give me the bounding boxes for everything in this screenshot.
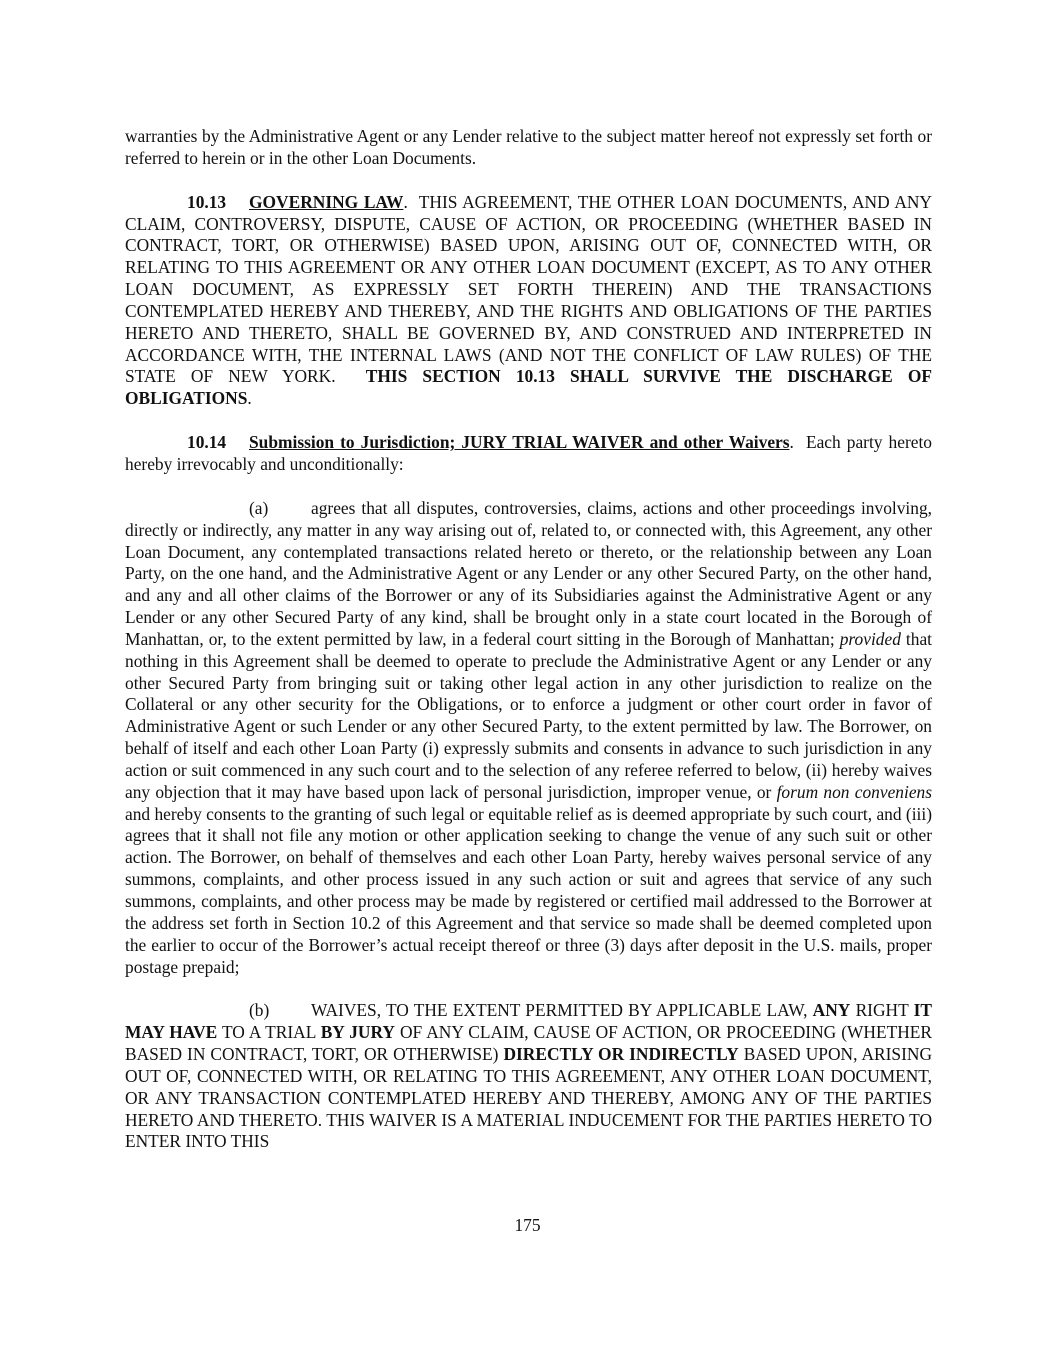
clause-a-text-1: agrees that all disputes, controversies, claims, actions and other proceedings involving, directly or indirectly, any matter in any way arising out of, related to, or connected with, this Agreement, any other Loan Document, any contemplated transactions related hereto or thereto, or the relationship between any Loan Party, on the one hand, and the Administrative Agent or any Lender or any other Secured Party, on the other hand, and any and all other claims of the Borrower or any of its Subsidiaries against the Administrative Agent or any Lender or any other Secured Party of any kind, shall be brought only in a state court located in the Borough of Manhattan, or, to the extent permitted by law, in a federal court sitting in the Borough of Manhattan; (125, 497, 932, 649)
section-10-13-body: THIS AGREEMENT, THE OTHER LOAN DOCUMENTS, AND ANY CLAIM, CONTROVERSY, DISPUTE, CAUSE OF ACTION, OR PROCEEDING (WHETHER BASED IN CONTRACT, TORT, OR OTHERWISE) BASED UPON, ARISING OUT OF, CONNECTED WITH, OR RELATING TO THIS AGREEMENT OR ANY OTHER LOAN DOCUMENT (EXCEPT, AS TO ANY OTHER LOAN DOCUMENT, AS EXPRESSLY SET FORTH THEREIN) AND THE TRANSACTIONS CONTEMPLATED HEREBY AND THEREBY, AND THE RIGHTS AND OBLIGATIONS OF THE PARTIES HERETO AND THERETO, SHALL BE GOVERNED BY, AND CONSTRUED AND INTERPRETED IN ACCORDANCE WITH, THE INTERNAL LAWS (AND NOT THE CONFLICT OF LAW RULES) OF THE STATE OF NEW YORK. (125, 191, 937, 387)
clause-b-text-5: BASED UPON, ARISING OUT OF, CONNECTED WITH, OR RELATING TO THIS AGREEMENT, ANY OTHER LOAN DOCUMENT, OR ANY TRANSACTION CONTEMPLATED HEREBY AND THEREBY, AMONG ANY OF THE PARTIES HERETO AND THERETO. THIS WAIVER IS A MATERIAL INDUCEMENT FOR THE PARTIES HERETO TO ENTER INTO THIS (125, 1044, 933, 1152)
clause-b-text-2: RIGHT (850, 1000, 914, 1021)
page-number: 175 (514, 1215, 541, 1235)
clause-b-paragraph (125, 1000, 932, 1153)
section-10-14-number: 10.14 (187, 432, 227, 453)
section-10-14-heading-punct: . (789, 432, 794, 453)
section-10-13-heading-punct: . (403, 191, 408, 212)
clause-b-text-3: TO A TRIAL (217, 1022, 321, 1043)
section-10-13-number: 10.13 (187, 191, 227, 212)
clause-b-bold-3: BY JURY (320, 1022, 395, 1043)
section-10-13-end: . (247, 388, 252, 409)
section-10-13-heading: GOVERNING LAW (249, 191, 404, 212)
clause-b-label: (b) (249, 1000, 270, 1021)
clause-b-bold-1: ANY (812, 1000, 851, 1021)
section-10-14-heading: Submission to Jurisdiction; JURY TRIAL WAIVER and other Waivers (249, 432, 790, 453)
clause-b-text-1: WAIVES, TO THE EXTENT PERMITTED BY APPLICABLE LAW, (311, 1000, 813, 1021)
clause-a-forum: forum non conveniens (776, 781, 932, 802)
continuation-paragraph: warranties by the Administrative Agent or any Lender relative to the subject matter hereof not expressly set forth or referred to herein or in the other Loan Documents. (125, 126, 932, 168)
document-page (125, 126, 937, 1153)
section-10-13-paragraph (125, 191, 937, 410)
section-10-14-intro: Each party hereto hereby irrevocably and unconditionally: (125, 432, 937, 474)
clause-b-text-4: OF ANY CLAIM, CAUSE OF ACTION, OR PROCEEDING (WHETHER BASED IN CONTRACT, TORT, OR OTHERWISE) (125, 1022, 932, 1065)
section-10-13-survival: THIS SECTION 10.13 SHALL SURVIVE THE DISCHARGE OF OBLIGATIONS (125, 366, 932, 409)
clause-a-label: (a) (249, 497, 269, 518)
section-10-14-paragraph (125, 432, 937, 476)
clause-a-text-3: and hereby consents to the granting of such legal or equitable relief as is deemed appropriate by such court, and (iii) agrees that it shall not file any motion or other application seeking to change the venue of any such suit or other action. The Borrower, on behalf of themselves and each other Loan Party, hereby waives personal service of any summons, complaints, and other process issued in any such action or suit and agrees that service of any such summons, complaints, and other process may be made by registered or certified mail addressed to the Borrower at the address set forth in Section 10.2 of this Agreement and that service so made shall be deemed completed upon the earlier to occur of the Borrower’s actual receipt thereof or three (3) days after deposit in the U.S. mails, proper postage prepaid; (125, 803, 932, 977)
clause-a-provided: provided (839, 628, 901, 649)
clause-b-bold-4: DIRECTLY OR INDIRECTLY (503, 1044, 739, 1065)
clause-a-paragraph (125, 498, 932, 979)
clause-a-text-2: that nothing in this Agreement shall be deemed to operate to preclude the Administrative Agent or any Lender or any other Secured Party from bringing suit or taking other legal action in any other jurisdiction to realize on the Collateral or any other security for the Obligations, or to enforce a judgment or other court order in favor of Administrative Agent or such Lender or any other Secured Party, to the extent permitted by law. The Borrower, on behalf of itself and each other Loan Party (i) expressly submits and consents in advance to such jurisdiction in any action or suit commenced in any such court and to the selection of any referee referred to below, (ii) hereby waives any objection that it may have based upon lack of personal jurisdiction, improper venue, or (125, 628, 932, 802)
clause-b-bold-2: IT MAY HAVE (125, 1000, 933, 1043)
